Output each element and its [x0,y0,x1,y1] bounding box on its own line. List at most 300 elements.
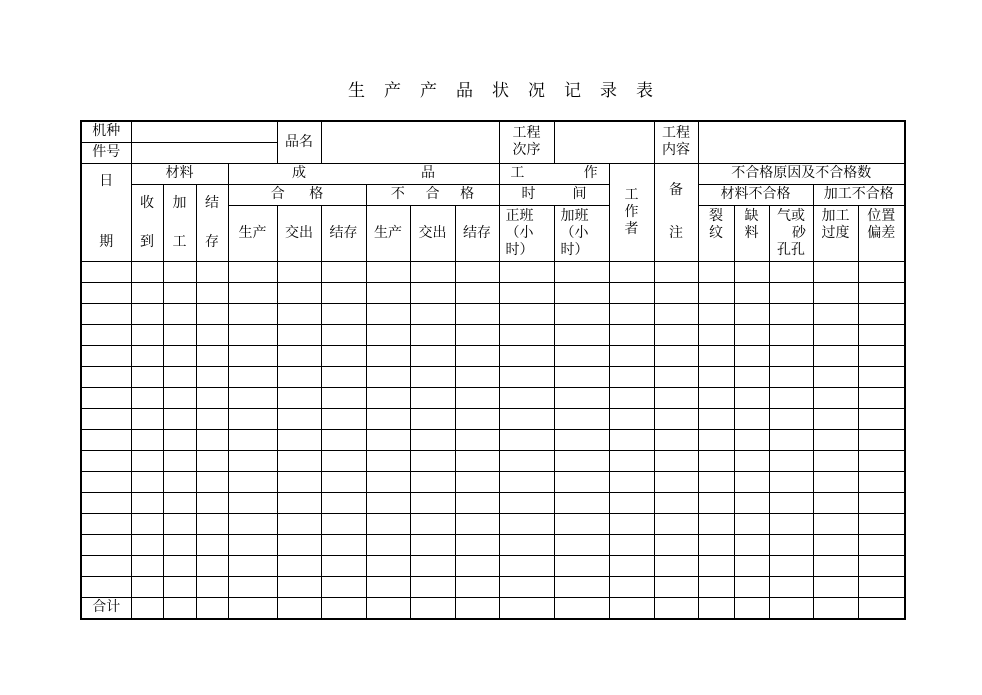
table-cell[interactable] [410,576,455,597]
table-cell[interactable] [131,555,163,576]
table-cell[interactable] [554,261,609,282]
table-cell[interactable] [499,345,554,366]
table-cell[interactable] [81,408,131,429]
table-cell[interactable] [455,555,499,576]
table-cell[interactable] [769,429,813,450]
table-cell[interactable] [228,303,277,324]
table-cell[interactable] [813,450,858,471]
total-cell[interactable] [277,597,321,619]
table-cell[interactable] [554,387,609,408]
table-cell[interactable] [554,555,609,576]
table-cell[interactable] [858,492,905,513]
table-cell[interactable] [366,513,410,534]
table-cell[interactable] [228,345,277,366]
total-cell[interactable] [769,597,813,619]
total-cell[interactable] [609,597,654,619]
table-cell[interactable] [131,492,163,513]
table-cell[interactable] [228,282,277,303]
table-cell[interactable] [858,303,905,324]
table-cell[interactable] [698,261,734,282]
table-cell[interactable] [734,555,769,576]
table-cell[interactable] [196,408,228,429]
table-cell[interactable] [813,282,858,303]
table-cell[interactable] [734,303,769,324]
table-cell[interactable] [769,492,813,513]
table-cell[interactable] [858,282,905,303]
table-cell[interactable] [499,450,554,471]
table-cell[interactable] [163,324,196,345]
table-cell[interactable] [654,261,698,282]
table-cell[interactable] [554,345,609,366]
table-cell[interactable] [366,429,410,450]
process-seq-field[interactable] [554,121,654,163]
table-cell[interactable] [321,366,366,387]
table-cell[interactable] [277,429,321,450]
table-cell[interactable] [277,534,321,555]
table-cell[interactable] [131,366,163,387]
table-cell[interactable] [499,513,554,534]
table-cell[interactable] [410,387,455,408]
table-cell[interactable] [196,429,228,450]
table-cell[interactable] [654,429,698,450]
table-cell[interactable] [366,324,410,345]
table-cell[interactable] [196,555,228,576]
table-cell[interactable] [366,450,410,471]
table-cell[interactable] [858,387,905,408]
total-cell[interactable] [654,597,698,619]
table-cell[interactable] [499,471,554,492]
table-cell[interactable] [554,513,609,534]
table-cell[interactable] [163,429,196,450]
table-cell[interactable] [455,450,499,471]
table-cell[interactable] [131,261,163,282]
table-cell[interactable] [81,576,131,597]
table-cell[interactable] [858,408,905,429]
table-cell[interactable] [455,282,499,303]
table-cell[interactable] [499,576,554,597]
table-cell[interactable] [321,492,366,513]
table-cell[interactable] [654,303,698,324]
table-cell[interactable] [499,492,554,513]
table-cell[interactable] [410,450,455,471]
table-cell[interactable] [769,534,813,555]
table-cell[interactable] [734,366,769,387]
table-cell[interactable] [277,576,321,597]
table-cell[interactable] [321,303,366,324]
table-cell[interactable] [455,471,499,492]
table-cell[interactable] [609,366,654,387]
table-cell[interactable] [81,387,131,408]
table-cell[interactable] [321,408,366,429]
total-cell[interactable] [196,597,228,619]
table-cell[interactable] [277,282,321,303]
table-cell[interactable] [81,261,131,282]
table-cell[interactable] [410,345,455,366]
table-cell[interactable] [858,345,905,366]
table-cell[interactable] [654,555,698,576]
total-cell[interactable] [410,597,455,619]
table-cell[interactable] [698,492,734,513]
table-cell[interactable] [609,261,654,282]
table-cell[interactable] [410,324,455,345]
table-cell[interactable] [858,471,905,492]
table-cell[interactable] [698,366,734,387]
table-cell[interactable] [499,303,554,324]
table-cell[interactable] [499,366,554,387]
table-cell[interactable] [228,492,277,513]
table-cell[interactable] [499,429,554,450]
table-cell[interactable] [366,555,410,576]
table-cell[interactable] [366,366,410,387]
table-cell[interactable] [277,345,321,366]
table-cell[interactable] [698,534,734,555]
table-cell[interactable] [366,261,410,282]
table-cell[interactable] [196,492,228,513]
table-cell[interactable] [813,387,858,408]
table-cell[interactable] [813,555,858,576]
table-cell[interactable] [131,513,163,534]
table-cell[interactable] [366,471,410,492]
table-cell[interactable] [196,303,228,324]
table-cell[interactable] [81,534,131,555]
table-cell[interactable] [277,408,321,429]
table-cell[interactable] [277,555,321,576]
table-cell[interactable] [366,576,410,597]
table-cell[interactable] [196,534,228,555]
table-cell[interactable] [734,261,769,282]
table-cell[interactable] [813,324,858,345]
table-cell[interactable] [499,534,554,555]
table-cell[interactable] [698,513,734,534]
total-cell[interactable] [499,597,554,619]
table-cell[interactable] [554,429,609,450]
table-cell[interactable] [228,534,277,555]
table-cell[interactable] [410,261,455,282]
table-cell[interactable] [698,450,734,471]
table-cell[interactable] [81,513,131,534]
table-cell[interactable] [366,387,410,408]
table-cell[interactable] [654,282,698,303]
table-cell[interactable] [410,366,455,387]
table-cell[interactable] [769,345,813,366]
table-cell[interactable] [321,282,366,303]
table-cell[interactable] [609,408,654,429]
table-cell[interactable] [499,282,554,303]
table-cell[interactable] [734,471,769,492]
table-cell[interactable] [366,282,410,303]
table-cell[interactable] [654,513,698,534]
table-cell[interactable] [654,408,698,429]
table-cell[interactable] [554,450,609,471]
table-cell[interactable] [858,555,905,576]
table-cell[interactable] [196,387,228,408]
table-cell[interactable] [813,303,858,324]
table-cell[interactable] [698,471,734,492]
table-cell[interactable] [410,555,455,576]
table-cell[interactable] [321,429,366,450]
table-cell[interactable] [858,513,905,534]
table-cell[interactable] [131,282,163,303]
table-cell[interactable] [499,261,554,282]
table-cell[interactable] [698,345,734,366]
table-cell[interactable] [769,408,813,429]
table-cell[interactable] [81,366,131,387]
table-cell[interactable] [734,324,769,345]
table-cell[interactable] [131,534,163,555]
table-cell[interactable] [698,408,734,429]
table-cell[interactable] [499,555,554,576]
table-cell[interactable] [366,534,410,555]
total-cell[interactable] [698,597,734,619]
table-cell[interactable] [769,387,813,408]
table-cell[interactable] [734,450,769,471]
table-cell[interactable] [455,324,499,345]
table-cell[interactable] [609,429,654,450]
table-cell[interactable] [609,303,654,324]
part-no-field[interactable] [131,142,277,163]
table-cell[interactable] [163,450,196,471]
table-cell[interactable] [131,408,163,429]
total-cell[interactable] [554,597,609,619]
table-cell[interactable] [81,345,131,366]
table-cell[interactable] [654,576,698,597]
table-cell[interactable] [734,576,769,597]
table-cell[interactable] [609,513,654,534]
table-cell[interactable] [609,534,654,555]
table-cell[interactable] [196,324,228,345]
table-cell[interactable] [277,450,321,471]
table-cell[interactable] [196,282,228,303]
table-cell[interactable] [196,576,228,597]
table-cell[interactable] [698,555,734,576]
table-cell[interactable] [858,450,905,471]
table-cell[interactable] [734,492,769,513]
table-cell[interactable] [410,492,455,513]
table-cell[interactable] [321,324,366,345]
table-cell[interactable] [321,576,366,597]
table-cell[interactable] [769,471,813,492]
machine-type-field[interactable] [131,121,277,142]
table-cell[interactable] [81,282,131,303]
table-cell[interactable] [769,324,813,345]
table-cell[interactable] [81,450,131,471]
table-cell[interactable] [455,408,499,429]
table-cell[interactable] [769,303,813,324]
table-cell[interactable] [196,471,228,492]
table-cell[interactable] [499,324,554,345]
table-cell[interactable] [698,282,734,303]
table-cell[interactable] [366,345,410,366]
table-cell[interactable] [163,492,196,513]
process-content-field[interactable] [698,121,905,163]
table-cell[interactable] [321,261,366,282]
table-cell[interactable] [196,513,228,534]
table-cell[interactable] [131,429,163,450]
table-cell[interactable] [734,282,769,303]
table-cell[interactable] [813,345,858,366]
table-cell[interactable] [554,303,609,324]
table-cell[interactable] [858,429,905,450]
table-cell[interactable] [277,492,321,513]
table-cell[interactable] [277,366,321,387]
total-cell[interactable] [321,597,366,619]
table-cell[interactable] [131,303,163,324]
table-cell[interactable] [163,261,196,282]
table-cell[interactable] [609,345,654,366]
table-cell[interactable] [163,408,196,429]
table-cell[interactable] [410,513,455,534]
table-cell[interactable] [554,471,609,492]
table-cell[interactable] [277,324,321,345]
table-cell[interactable] [455,492,499,513]
table-cell[interactable] [163,366,196,387]
table-cell[interactable] [813,534,858,555]
table-cell[interactable] [163,303,196,324]
table-cell[interactable] [131,450,163,471]
table-cell[interactable] [366,303,410,324]
table-cell[interactable] [813,492,858,513]
table-cell[interactable] [410,534,455,555]
table-cell[interactable] [196,366,228,387]
table-cell[interactable] [163,534,196,555]
table-cell[interactable] [163,471,196,492]
table-cell[interactable] [321,534,366,555]
table-cell[interactable] [813,429,858,450]
table-cell[interactable] [858,261,905,282]
table-cell[interactable] [769,450,813,471]
table-cell[interactable] [131,471,163,492]
table-cell[interactable] [858,366,905,387]
table-cell[interactable] [163,576,196,597]
table-cell[interactable] [769,513,813,534]
table-cell[interactable] [366,492,410,513]
table-cell[interactable] [277,471,321,492]
table-cell[interactable] [554,492,609,513]
table-cell[interactable] [455,261,499,282]
table-cell[interactable] [734,534,769,555]
table-cell[interactable] [277,303,321,324]
table-cell[interactable] [554,408,609,429]
table-cell[interactable] [654,387,698,408]
total-cell[interactable] [163,597,196,619]
total-cell[interactable] [228,597,277,619]
table-cell[interactable] [698,576,734,597]
table-cell[interactable] [813,576,858,597]
table-cell[interactable] [609,555,654,576]
table-cell[interactable] [277,513,321,534]
table-cell[interactable] [228,555,277,576]
table-cell[interactable] [858,324,905,345]
table-cell[interactable] [858,534,905,555]
table-cell[interactable] [609,576,654,597]
table-cell[interactable] [163,387,196,408]
table-cell[interactable] [734,429,769,450]
table-cell[interactable] [163,345,196,366]
table-cell[interactable] [131,387,163,408]
table-cell[interactable] [131,576,163,597]
table-cell[interactable] [228,429,277,450]
table-cell[interactable] [228,450,277,471]
table-cell[interactable] [813,366,858,387]
table-cell[interactable] [654,492,698,513]
table-cell[interactable] [228,324,277,345]
table-cell[interactable] [131,345,163,366]
table-cell[interactable] [196,450,228,471]
table-cell[interactable] [654,534,698,555]
table-cell[interactable] [769,555,813,576]
table-cell[interactable] [163,555,196,576]
table-cell[interactable] [813,261,858,282]
table-cell[interactable] [228,366,277,387]
table-cell[interactable] [81,555,131,576]
table-cell[interactable] [698,324,734,345]
table-cell[interactable] [321,513,366,534]
table-cell[interactable] [609,387,654,408]
table-cell[interactable] [81,429,131,450]
table-cell[interactable] [554,282,609,303]
table-cell[interactable] [554,366,609,387]
table-cell[interactable] [81,303,131,324]
table-cell[interactable] [410,303,455,324]
table-cell[interactable] [654,345,698,366]
table-cell[interactable] [321,450,366,471]
table-cell[interactable] [813,513,858,534]
table-cell[interactable] [654,366,698,387]
total-cell[interactable] [131,597,163,619]
table-cell[interactable] [554,576,609,597]
table-cell[interactable] [321,471,366,492]
table-cell[interactable] [455,387,499,408]
table-cell[interactable] [609,471,654,492]
table-cell[interactable] [499,408,554,429]
table-cell[interactable] [698,303,734,324]
total-cell[interactable] [366,597,410,619]
table-cell[interactable] [81,492,131,513]
table-cell[interactable] [609,324,654,345]
table-cell[interactable] [654,324,698,345]
table-cell[interactable] [196,345,228,366]
table-cell[interactable] [196,261,228,282]
table-cell[interactable] [455,429,499,450]
product-name-field[interactable] [321,121,499,163]
table-cell[interactable] [277,387,321,408]
table-cell[interactable] [277,261,321,282]
table-cell[interactable] [131,324,163,345]
table-cell[interactable] [455,303,499,324]
table-cell[interactable] [228,576,277,597]
table-cell[interactable] [455,576,499,597]
table-cell[interactable] [609,450,654,471]
table-cell[interactable] [410,282,455,303]
table-cell[interactable] [410,429,455,450]
table-cell[interactable] [228,387,277,408]
table-cell[interactable] [366,408,410,429]
table-cell[interactable] [734,408,769,429]
table-cell[interactable] [734,513,769,534]
table-cell[interactable] [769,366,813,387]
table-cell[interactable] [769,261,813,282]
table-cell[interactable] [813,471,858,492]
table-cell[interactable] [698,429,734,450]
table-cell[interactable] [228,513,277,534]
table-cell[interactable] [858,576,905,597]
total-cell[interactable] [813,597,858,619]
table-cell[interactable] [609,492,654,513]
table-cell[interactable] [769,576,813,597]
table-cell[interactable] [769,282,813,303]
table-cell[interactable] [228,408,277,429]
table-cell[interactable] [455,345,499,366]
